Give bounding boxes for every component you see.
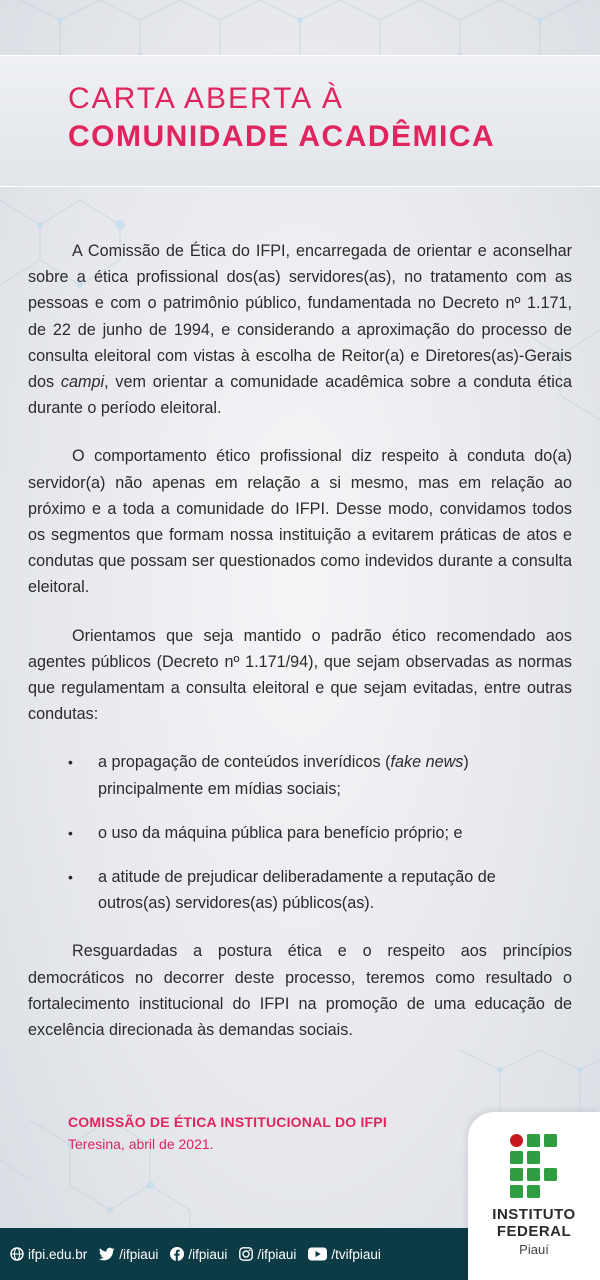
footer-link-label: ifpi.edu.br <box>28 1246 88 1262</box>
paragraph-4: Resguardadas a postura ética e o respeito aos princípios democráticos no decorrer deste processo, teremos como resultado o fortalecimento institucional do IFPI na promoção de uma educação de excelência direcionada às demandas sociais. <box>28 942 572 1040</box>
page-title-line2: COMUNIDADE ACADÊMICA <box>68 120 496 153</box>
twitter-icon <box>99 1247 115 1261</box>
footer-link-label: /tvifpiaui <box>331 1246 381 1262</box>
list-item-text: o uso da máquina pública para benefício próprio; e <box>98 823 463 842</box>
footer-link-twitter[interactable] <box>99 1247 158 1262</box>
logo-text-instituto: INSTITUTO <box>492 1206 576 1223</box>
list-item <box>68 749 572 801</box>
institution-logo <box>468 1112 600 1280</box>
paragraph-1-italic: campi <box>60 373 105 392</box>
facebook-icon <box>170 1247 184 1261</box>
conduct-list <box>28 749 572 916</box>
letter-body <box>28 238 572 1065</box>
footer-link-website[interactable] <box>10 1247 87 1262</box>
list-item <box>68 820 572 846</box>
list-item-text: a propagação de conteúdos inverídicos ( <box>98 753 391 772</box>
page-title-line1: CARTA ABERTA À <box>68 82 344 115</box>
logo-text-piaui: Piauí <box>519 1242 549 1257</box>
footer-link-label: /ifpiaui <box>257 1246 297 1262</box>
paragraph-1-text: A Comissão de Ética do IFPI, encarregada de orientar e aconselhar sobre a ética profissional dos(as) servidores(as), no tratamento com as pessoas e com o patrimônio público, fundamentada no Decreto nº 1.171, de 22 de junho de 1994, e considerando a aproximação do processo de consulta eleitoral com vistas à escolha de Reitor(a) e Diretores(as)-Gerais dos <box>28 242 572 392</box>
youtube-icon <box>308 1247 327 1261</box>
signature-place-date: Teresina, abril de 2021. <box>68 1136 214 1152</box>
list-item-text: a atitude de prejudicar deliberadamente a reputação de outros(as) servidores(as) públicos(as). <box>98 868 496 913</box>
paragraph-1 <box>28 238 572 421</box>
bullet-icon: • <box>68 869 73 886</box>
footer-link-youtube[interactable] <box>308 1247 381 1262</box>
paragraph-3: Orientamos que seja mantido o padrão ético recomendado aos agentes públicos (Decreto nº 1.171/94), que sejam observadas as normas que regulamentam a consulta eleitoral e que sejam evitadas, entre outras condutas: <box>28 626 572 724</box>
bullet-icon: • <box>68 754 73 771</box>
footer-link-label: /ifpiaui <box>119 1246 159 1262</box>
signature-name: COMISSÃO DE ÉTICA INSTITUCIONAL DO IFPI <box>68 1114 387 1130</box>
list-item <box>68 864 572 916</box>
signature-block <box>68 1114 387 1152</box>
footer-link-instagram[interactable] <box>239 1247 296 1262</box>
paragraph-2: O comportamento ético profissional diz respeito à conduta do(a) servidor(a) não apenas em relação a si mesmo, mas em relação ao próximo e a toda a comunidade do IFPI. Desse modo, convidamos todos os segmentos que formam nossa instituição a evitarem práticas de atos e condutas que possam ser questionados como indevidos durante a consulta eleitoral. <box>28 447 572 597</box>
footer-links <box>10 1228 381 1280</box>
globe-icon <box>10 1247 24 1261</box>
instagram-icon <box>239 1247 253 1261</box>
paragraph-1-text-end: , vem orientar a comunidade acadêmica sobre a conduta ética durante o período eleitoral. <box>28 373 572 418</box>
bullet-icon: • <box>68 824 73 841</box>
footer-link-label: /ifpiaui <box>188 1246 228 1262</box>
ifpi-logo-icon <box>510 1134 558 1198</box>
logo-text-federal: FEDERAL <box>496 1223 572 1240</box>
list-item-italic: fake news <box>390 753 464 772</box>
footer-link-facebook[interactable] <box>170 1247 227 1262</box>
list-item-text-end: ) principalmente em mídias sociais; <box>98 753 469 798</box>
